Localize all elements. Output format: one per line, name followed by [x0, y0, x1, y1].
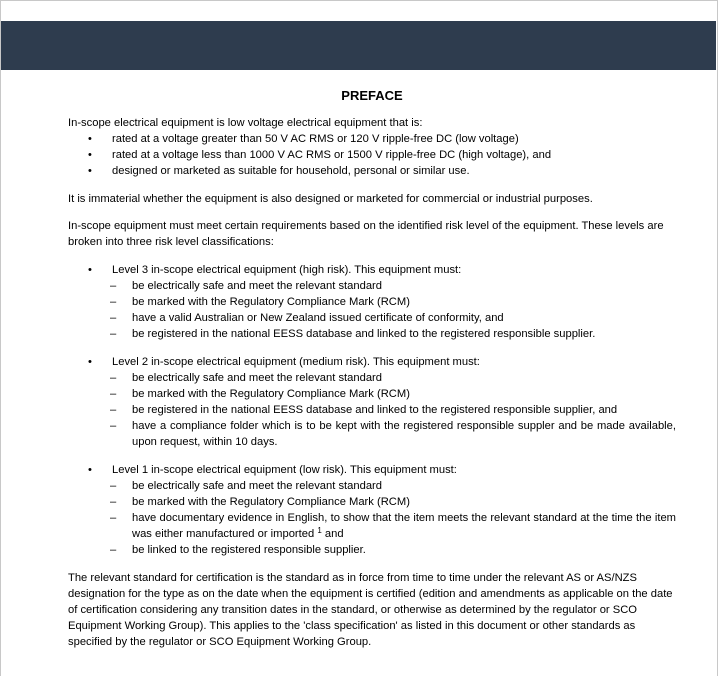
list-item: – be registered in the national EESS database and linked to the registered responsible supplier. [110, 328, 596, 340]
dash-icon: – [110, 544, 117, 556]
level-3-heading: • Level 3 in-scope electrical equipment (high risk). This equipment must: [88, 264, 462, 276]
dash-icon: – [110, 280, 117, 292]
list-item: – be marked with the Regulatory Compliance Mark (RCM) [110, 496, 410, 508]
bullet-icon: • [88, 356, 92, 368]
dash-icon: – [110, 328, 117, 340]
dash-icon: – [110, 480, 117, 492]
list-item: – have a valid Australian or New Zealand issued certificate of conformity, and [110, 312, 504, 324]
immaterial-paragraph: It is immaterial whether the equipment is also designed or marketed for commercial or industrial purposes. [68, 193, 593, 205]
dash-icon: – [110, 312, 117, 324]
list-item: – be marked with the Regulatory Compliance Mark (RCM) [110, 388, 410, 400]
list-item: – be electrically safe and meet the relevant standard [110, 480, 382, 492]
dash-icon: – [110, 372, 117, 384]
dash-icon: – [110, 512, 117, 524]
dash-icon: – [110, 296, 117, 308]
list-item: • rated at a voltage less than 1000 V AC RMS or 1500 V ripple-free DC (high voltage), and [88, 149, 552, 161]
dash-icon: – [110, 420, 117, 432]
bullet-icon: • [88, 264, 92, 276]
dash-icon: – [110, 388, 117, 400]
level-3-list [68, 278, 676, 342]
bullet-icon: • [88, 149, 92, 161]
intro-bullet-list [68, 131, 676, 179]
header-band [1, 21, 716, 70]
list-item: – be electrically safe and meet the relevant standard [110, 372, 382, 384]
document-body [68, 88, 676, 650]
list-item: – have a compliance folder which is to be kept with the registered responsible suppler and be made available, upon request, within 10 days. [110, 420, 676, 448]
dash-icon: – [110, 496, 117, 508]
bullet-icon: • [88, 165, 92, 177]
page-title: PREFACE [341, 88, 403, 103]
bullet-icon: • [88, 464, 92, 476]
requirements-paragraph: In-scope equipment must meet certain requirements based on the identified risk level of the equipment. These levels are broken into three risk level classifications: [68, 220, 664, 248]
level-1-list [68, 478, 676, 558]
list-item: – have documentary evidence in English, to show that the item meets the relevant standard at the time the item was either manufactured or imported $^1$ and [110, 512, 676, 540]
closing-paragraph: The relevant standard for certification is the standard as in force from time to time under the relevant AS or AS/NZS designation for the type as on the date when the equipment is certified (edition and amendments as applicable on the date of certification considering any transition dates in the standard, or otherwise as determined by the regulator or SCO Equipment Working Group). This applies to the 'class specification' as listed in this document or other standards as specified by the regulator or SCO Equipment Working Group. [68, 572, 673, 648]
list-item: • designed or marketed as suitable for household, personal or similar use. [88, 165, 470, 177]
list-item: • rated at a voltage greater than 50 V AC RMS or 120 V ripple-free DC (low voltage) [88, 133, 519, 145]
list-item: – be marked with the Regulatory Compliance Mark (RCM) [110, 296, 410, 308]
footnote-marker: 1 [317, 526, 322, 535]
intro-paragraph: In-scope electrical equipment is low voltage electrical equipment that is: [68, 117, 423, 129]
list-item: – be electrically safe and meet the relevant standard [110, 280, 382, 292]
bullet-icon: • [88, 133, 92, 145]
dash-icon: – [110, 404, 117, 416]
list-item: – be registered in the national EESS database and linked to the registered responsible supplier, and [110, 404, 618, 416]
level-2-heading: • Level 2 in-scope electrical equipment (medium risk). This equipment must: [88, 356, 480, 368]
list-item: – be linked to the registered responsible supplier. [110, 544, 366, 556]
level-2-list [68, 370, 676, 450]
level-1-heading: • Level 1 in-scope electrical equipment (low risk). This equipment must: [88, 464, 457, 476]
